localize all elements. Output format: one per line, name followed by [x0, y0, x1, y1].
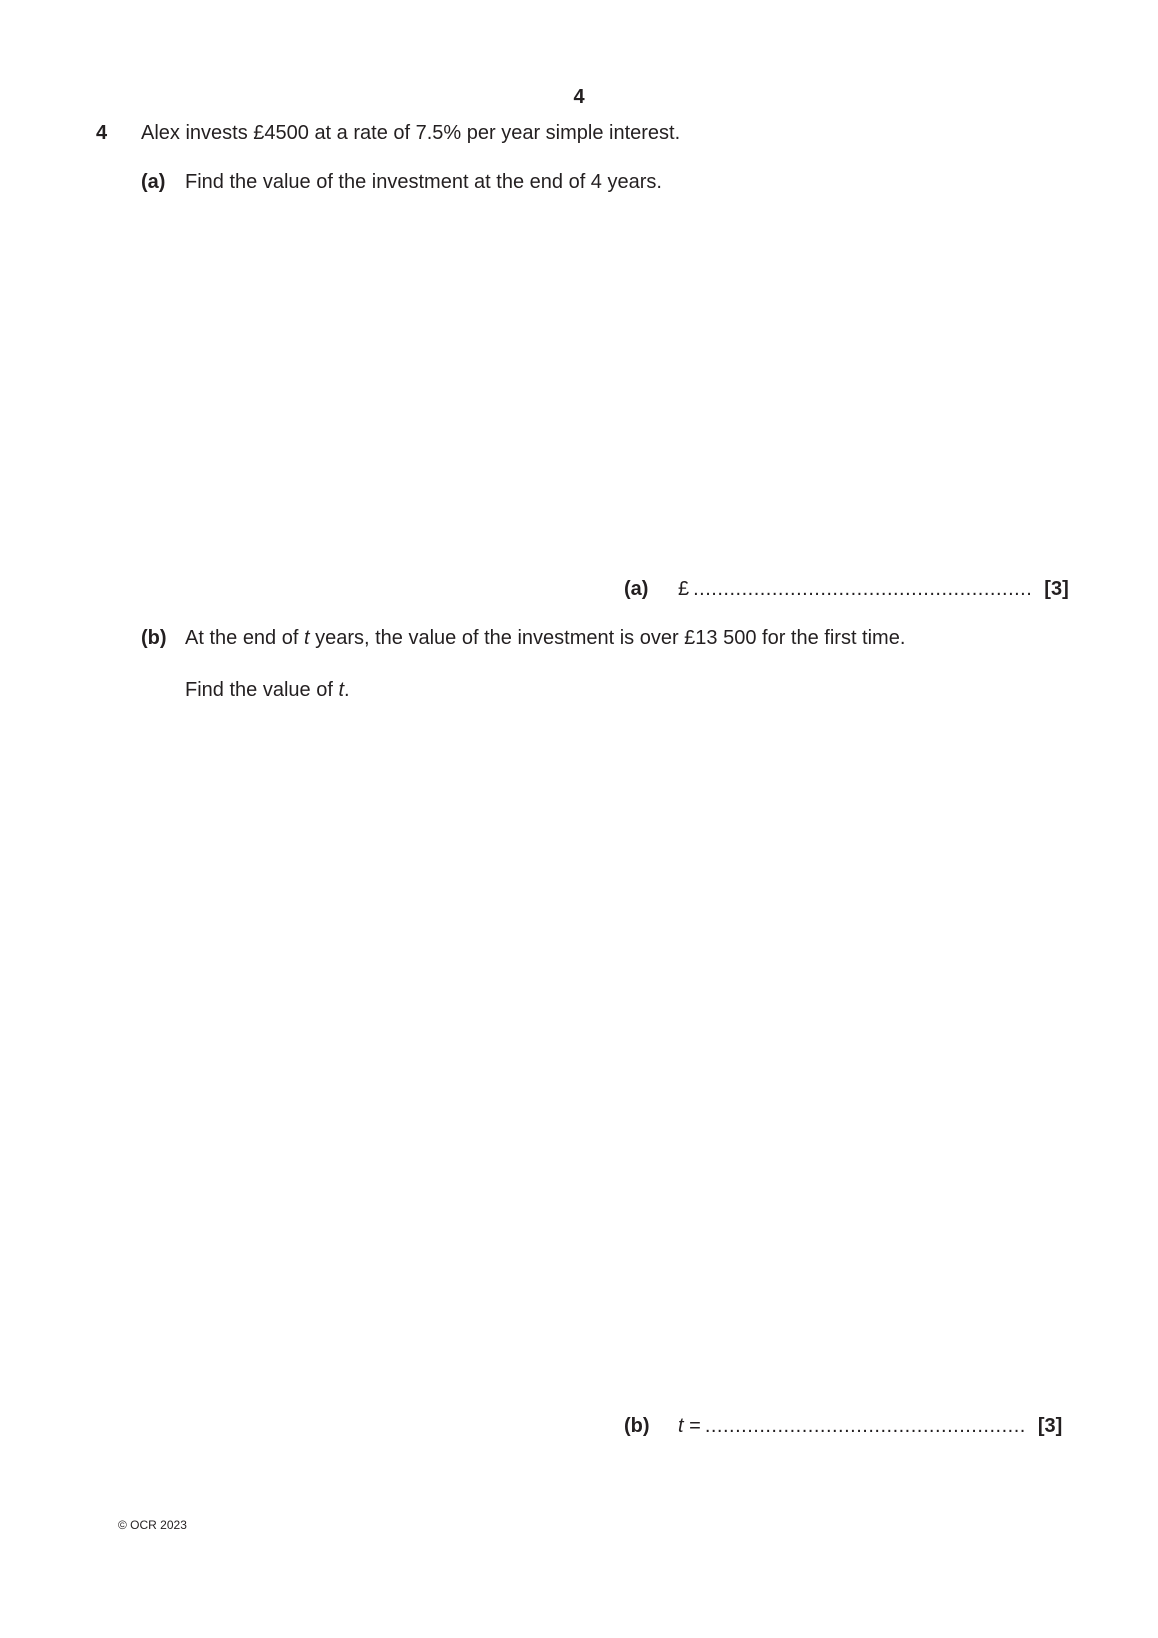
variable-t: t [303, 627, 310, 649]
copyright-footer: © OCR 2023 [118, 1518, 187, 1532]
answer-a-marks: [3] [1044, 578, 1069, 600]
part-b-instruction: Find the value of t. [185, 679, 350, 701]
question-stem: Alex invests £4500 at a rate of 7.5% per year simple interest. [141, 122, 681, 144]
question-number: 4 [96, 122, 108, 144]
answer-b-variable: t = [678, 1415, 701, 1437]
answer-b-dotted-line: ..................................................... [704, 1415, 1026, 1437]
answer-a-currency: £ [678, 578, 690, 600]
part-b-answer-line[interactable] [624, 1415, 1062, 1438]
part-a-label: (a) [141, 171, 166, 193]
part-b-label: (b) [141, 627, 167, 649]
part-a-text: Find the value of the investment at the end of 4 years. [185, 171, 662, 193]
part-a-answer-line[interactable] [624, 578, 1069, 601]
answer-a-dotted-line: ........................................................ [693, 578, 1033, 600]
answer-b-label: (b) [624, 1415, 650, 1437]
answer-a-label: (a) [624, 578, 649, 600]
answer-b-marks: [3] [1037, 1415, 1063, 1437]
variable-t: t [338, 679, 344, 701]
part-b-text: At the end of t years, the value of the investment is over £13 500 for the first time. [185, 627, 906, 649]
page-number: 4 [573, 86, 585, 108]
